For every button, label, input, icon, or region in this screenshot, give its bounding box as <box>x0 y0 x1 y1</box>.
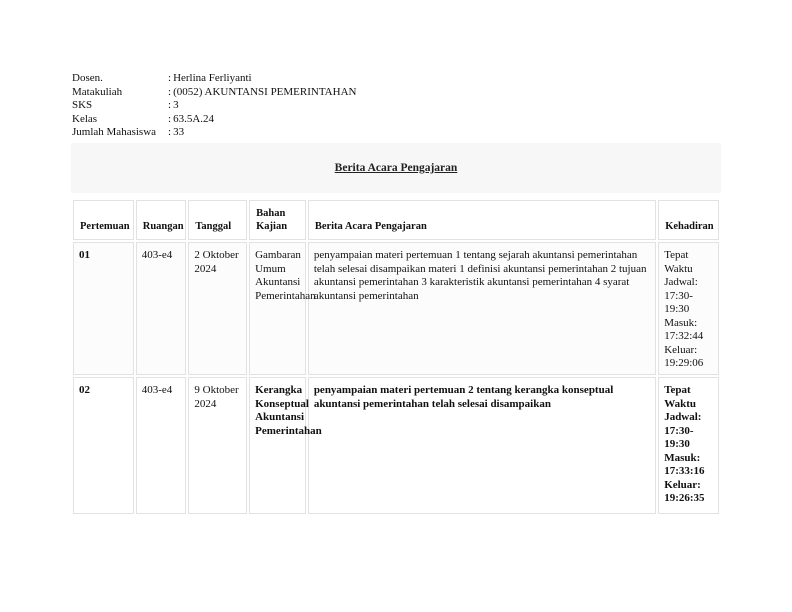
cell-pertemuan: 01 <box>73 242 134 375</box>
col-header-bahan-kajian: Bahan Kajian <box>249 200 306 240</box>
info-label: Dosen. <box>72 72 103 84</box>
col-header-tanggal: Tanggal <box>188 200 247 240</box>
info-row-dosen: Dosen. : Herlina Ferliyanti <box>72 72 252 84</box>
col-header-pertemuan: Pertemuan <box>73 200 134 240</box>
course-info <box>72 72 356 140</box>
title-band <box>71 143 721 193</box>
cell-kehadiran: Tepat Waktu Jadwal: 17:30-19:30 Masuk: 17:32:44 Keluar: 19:29:06 <box>658 242 719 375</box>
cell-kehadiran: Tepat Waktu Jadwal: 17:30-19:30 Masuk: 17:33:16 Keluar: 19:26:35 <box>658 377 719 514</box>
table-row <box>73 377 719 514</box>
info-row-jumlah: Jumlah Mahasiswa : 33 <box>72 126 185 139</box>
info-row-sks: SKS : 3 <box>72 99 179 112</box>
cell-ruangan: 403-e4 <box>136 242 187 375</box>
cell-ruangan: 403-e4 <box>136 377 187 514</box>
info-value: 3 <box>173 99 179 112</box>
page-title: Berita Acara Pengajaran <box>334 162 458 174</box>
table-header-row <box>73 200 719 240</box>
info-value: 33 <box>173 126 185 139</box>
info-row-matakuliah: Matakuliah : (0052) AKUNTANSI PEMERINTAHAN <box>72 85 357 98</box>
info-label: Jumlah Mahasiswa <box>72 126 157 139</box>
info-value: 63.5A.24 <box>173 112 215 125</box>
cell-bahan-kajian: Kerangka Konseptual Akuntansi Pemerintahan <box>249 377 306 514</box>
teaching-record-table <box>71 198 721 516</box>
info-label: SKS <box>72 99 93 112</box>
info-value: (0052) AKUNTANSI PEMERINTAHAN <box>173 85 357 98</box>
info-row-kelas: Kelas : 63.5A.24 <box>72 112 215 125</box>
col-header-berita-acara: Berita Acara Pengajaran <box>308 200 656 240</box>
info-value: Herlina Ferliyanti <box>173 72 252 84</box>
cell-tanggal: 2 Oktober 2024 <box>188 242 247 375</box>
info-label: Matakuliah <box>72 85 123 98</box>
col-header-kehadiran: Kehadiran <box>658 200 719 240</box>
col-header-ruangan: Ruangan <box>136 200 187 240</box>
cell-berita-acara: penyampaian materi pertemuan 2 tentang kerangka konseptual akuntansi pemerintahan telah selesai disampaikan <box>308 377 656 514</box>
cell-bahan-kajian: Gambaran Umum Akuntansi Pemerintahan <box>249 242 306 375</box>
info-label: Kelas <box>72 112 98 125</box>
cell-pertemuan: 02 <box>73 377 134 514</box>
table-row <box>73 242 719 375</box>
cell-tanggal: 9 Oktober 2024 <box>188 377 247 514</box>
cell-berita-acara: penyampaian materi pertemuan 1 tentang sejarah akuntansi pemerintahan telah selesai disampaikan materi 1 definisi akuntansi pemerintahan 2 tujuan akuntansi pemerintahan 3 karakteristik akuntansi pemerintahan 4 syarat akuntansi pemerintahan <box>308 242 656 375</box>
